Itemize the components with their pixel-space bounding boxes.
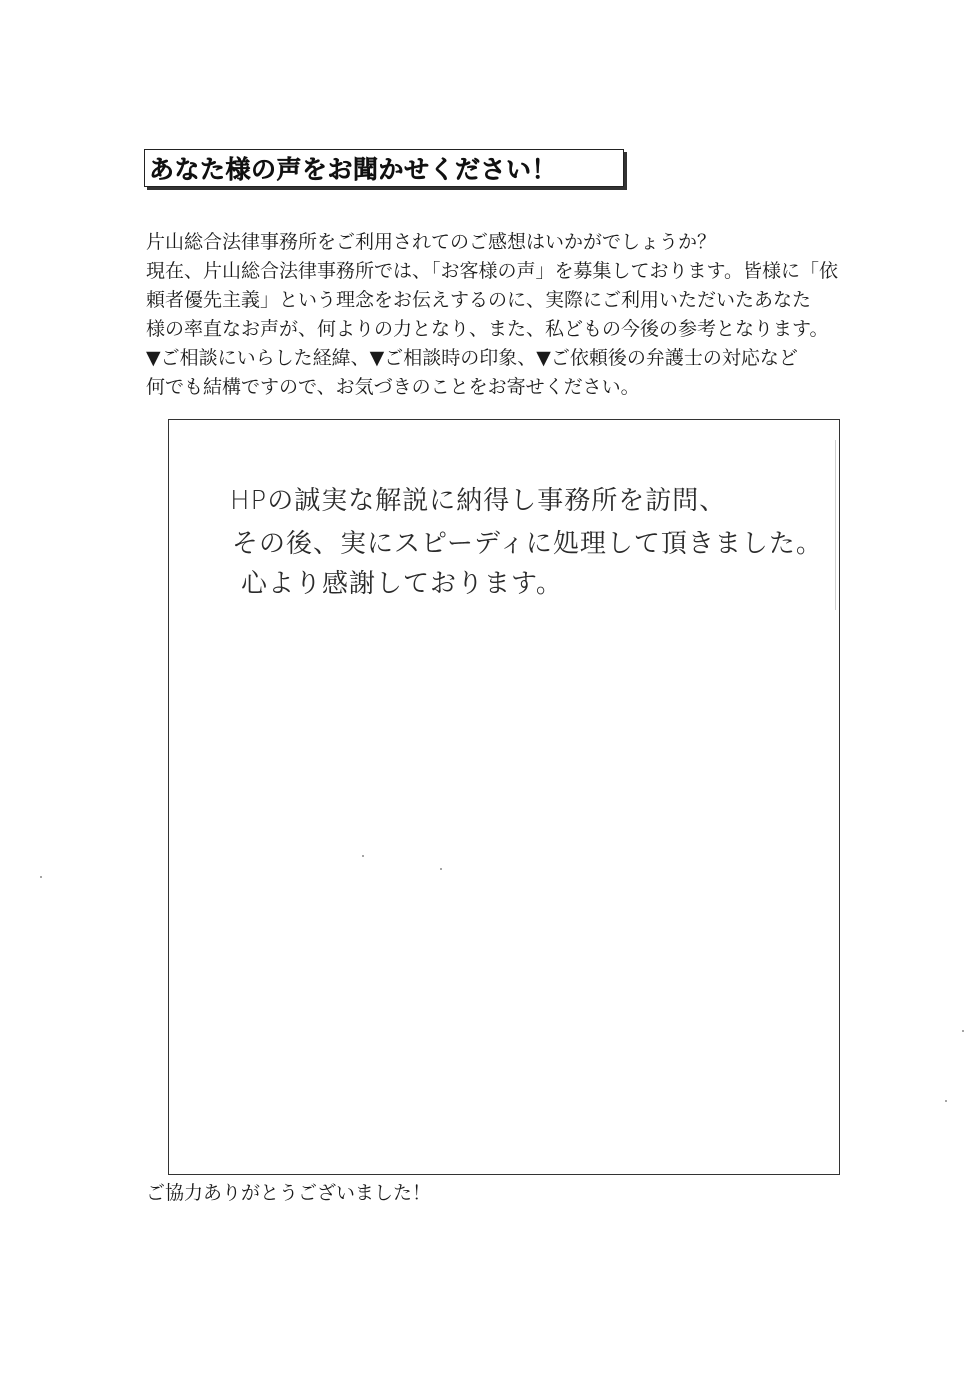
answer-line: HPの誠実な解説に納得し事務所を訪問、 (230, 486, 727, 516)
scan-speck (440, 868, 442, 870)
scan-speck (362, 855, 364, 857)
intro-line: 現在、片山総合法律事務所では、「お客様の声」を募集しております。皆様に「依 (146, 260, 838, 282)
title-box (144, 149, 624, 187)
answer-line: その後、実にスピーディに処理して頂きました。 (232, 529, 823, 559)
scan-speck (962, 1030, 964, 1032)
intro-line: ▼ご相談にいらした経緯、▼ご相談時の印象、▼ご依頼後の弁護士の対応など (146, 347, 798, 369)
intro-line: 何でも結構ですので、お気づきのことをお寄せください。 (146, 376, 640, 398)
intro-line: 片山総合法律事務所をご利用されてのご感想はいかがでしょうか？ (146, 231, 717, 253)
intro-line: 様の率直なお声が、何よりの力となり、また、私どもの今後の参考となります。 (146, 318, 829, 340)
page-title: あなた様の声をお聞かせください！ (149, 155, 558, 184)
intro-paragraph (146, 228, 846, 402)
scan-speck (945, 1100, 947, 1102)
handwritten-answer-box (168, 419, 840, 1175)
closing-message: ご協力ありがとうございました！ (146, 1182, 432, 1204)
scan-speck (40, 876, 42, 878)
intro-line: 頼者優先主義」という理念をお伝えするのに、実際にご利用いただいたあなた (146, 289, 812, 311)
answer-line: 心より感謝しております。 (241, 569, 563, 599)
scan-artifact-line (835, 440, 836, 610)
